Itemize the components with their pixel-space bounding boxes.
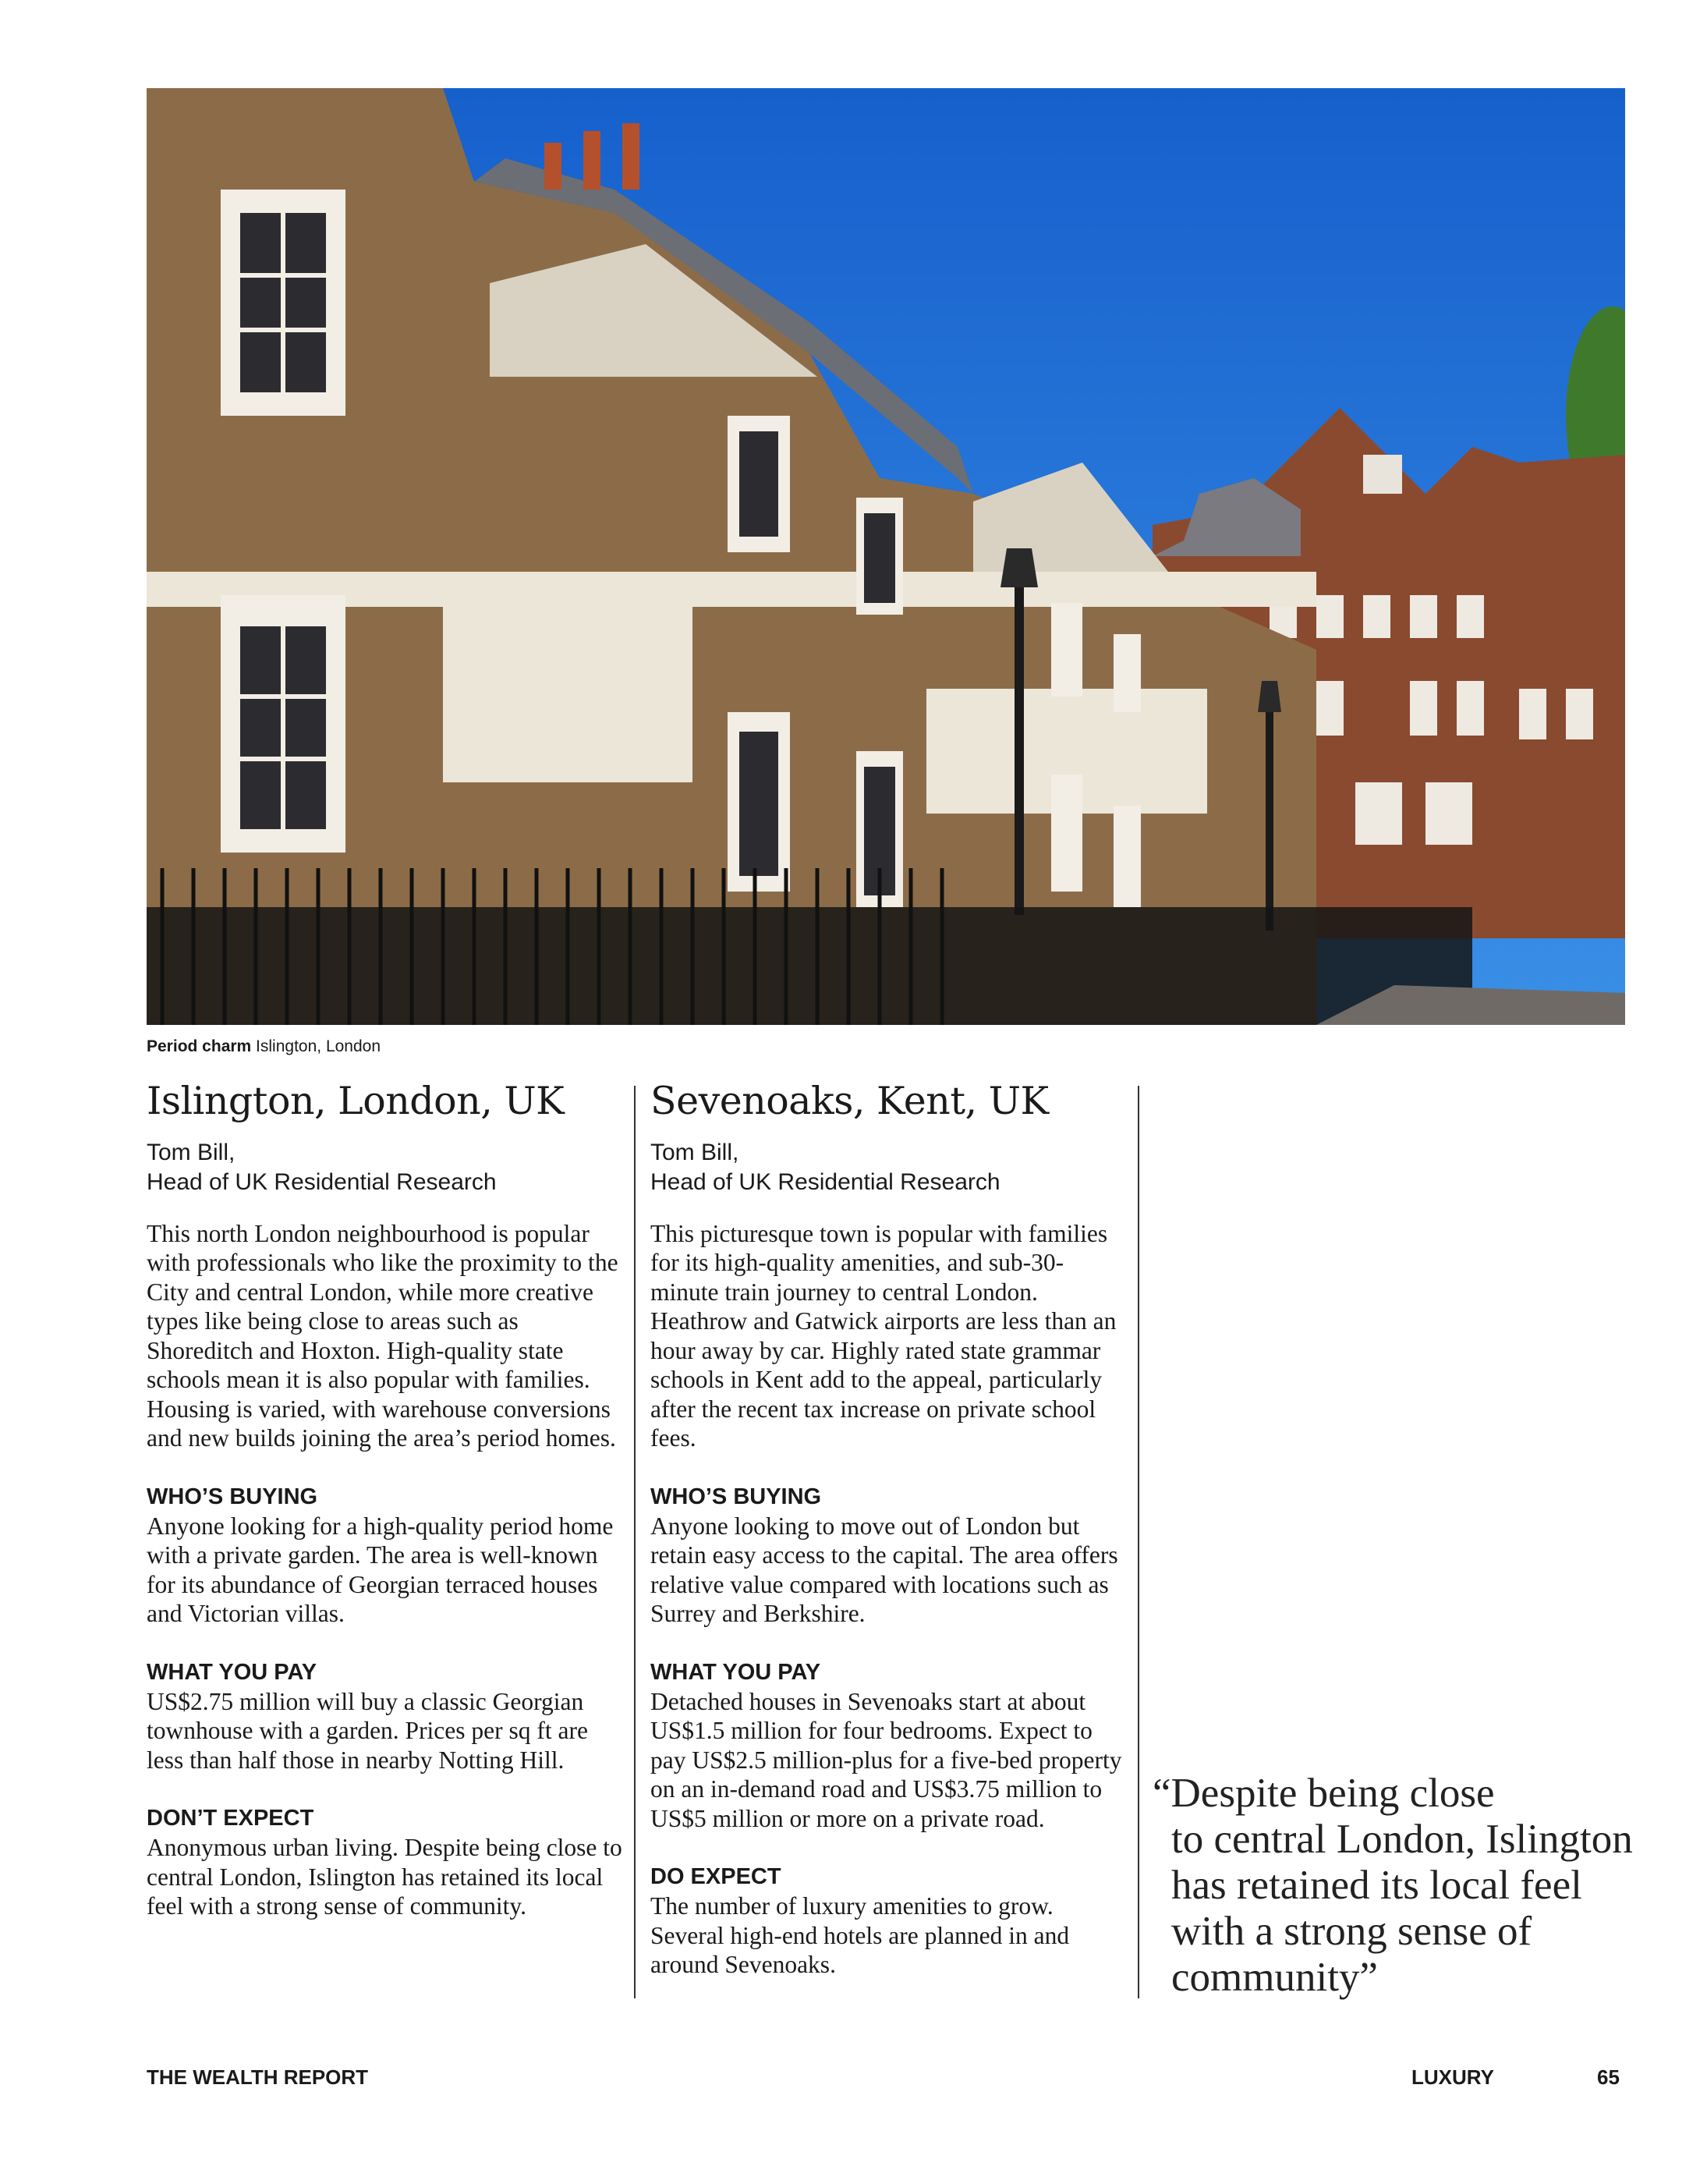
do-expect-text: The number of luxury amenities to grow. Several high-end hotels are planned in and around Sevenoaks.: [650, 1892, 1070, 1979]
islington-title: Islington, London, UK: [147, 1079, 565, 1123]
who-buying-text: Anyone looking to move out of London but retain easy access to the capital. The area offers relative value compared with locations such as Surrey and Berkshire.: [650, 1512, 1118, 1628]
column-divider: [634, 1086, 636, 1998]
photo-caption: [147, 1037, 381, 1056]
sevenoaks-column: [650, 1080, 1126, 1980]
what-you-pay-heading: WHAT YOU PAY: [147, 1659, 317, 1685]
pull-quote-first-line: “Despite being close: [1153, 1771, 1495, 1816]
pull-quote: [1153, 1771, 1636, 2001]
column-divider: [1138, 1086, 1139, 1998]
who-buying-heading: WHO’S BUYING: [650, 1484, 822, 1509]
caption-label: Period charm: [147, 1037, 252, 1055]
islington-intro: This north London neighbourhood is popular with professionals who like the proximity to the City and central London, while more creative types like being close to areas such as Shoreditch and Hoxton. High-quality state schools mean it is also popular with families. Housing is varied, with warehouse conversions and new builds joining the area’s period homes.: [147, 1219, 618, 1452]
photo-illustration: [147, 88, 1625, 1025]
what-you-pay-text: Detached houses in Sevenoaks start at about US$1.5 million for four bedrooms. Expect to pay US$2.5 million-plus for a five-bed property on an in-demand road and US$3.75 million to US$5 million or more on a private road.: [650, 1687, 1122, 1832]
what-you-pay-text: US$2.75 million will buy a classic Georgian townhouse with a garden. Prices per sq ft are less than half those in nearby Notting Hill.: [147, 1687, 588, 1774]
caption-text: Islington, London: [251, 1037, 381, 1055]
author-role: Head of UK Residential Research: [147, 1168, 497, 1195]
page-number: 65: [1597, 2065, 1620, 2089]
author-name: Tom Bill,: [650, 1139, 739, 1165]
do-expect-heading: DO EXPECT: [650, 1864, 781, 1890]
islington-author: [147, 1138, 622, 1197]
terraced-houses-photo: [147, 88, 1625, 1025]
pull-quote-rest: to central London, Islington has retained its local feel with a strong sense of community”: [1171, 1817, 1633, 2000]
footer-section: LUXURY: [1411, 2065, 1494, 2089]
author-role: Head of UK Residential Research: [650, 1168, 1000, 1195]
dont-expect-text: Anonymous urban living. Despite being close to central London, Islington has retained its local feel with a strong sense of community.: [147, 1834, 622, 1920]
sevenoaks-intro: This picturesque town is popular with families for its high-quality amenities, and sub-30-minute train journey to central London. Heathrow and Gatwick airports are less than an hour away by car. Highly rated state grammar schools in Kent add to the appeal, particularly after the recent tax increase on private school fees.: [650, 1219, 1117, 1452]
who-buying-heading: WHO’S BUYING: [147, 1484, 318, 1509]
sevenoaks-author: [650, 1138, 1126, 1197]
islington-column: [147, 1080, 622, 1921]
who-buying-text: Anyone looking for a high-quality period home with a private garden. The area is well-known for its abundance of Georgian terraced houses and Victorian villas.: [147, 1512, 614, 1628]
sevenoaks-title: Sevenoaks, Kent, UK: [650, 1079, 1049, 1123]
what-you-pay-heading: WHAT YOU PAY: [650, 1659, 821, 1685]
footer-publication: THE WEALTH REPORT: [147, 2065, 369, 2089]
dont-expect-heading: DON’T EXPECT: [147, 1806, 314, 1831]
author-name: Tom Bill,: [147, 1139, 236, 1165]
